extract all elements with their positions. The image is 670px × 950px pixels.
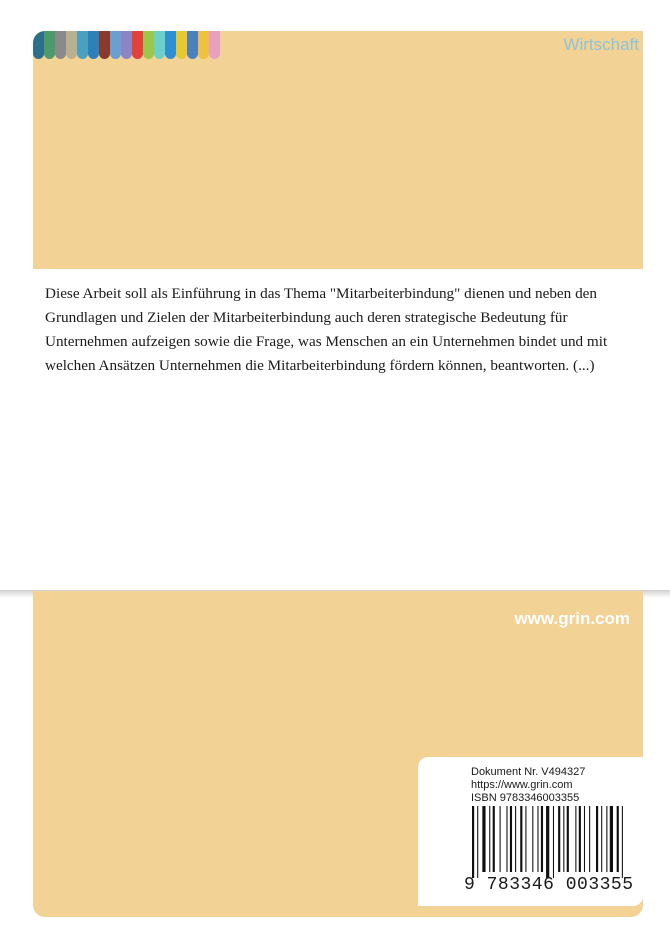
barcode-bar xyxy=(541,806,543,872)
barcode-bar xyxy=(589,806,590,872)
color-stripe xyxy=(165,31,176,59)
publisher-website: www.grin.com xyxy=(514,609,630,628)
isbn-label: ISBN 9783346003355 xyxy=(471,792,580,804)
color-stripe xyxy=(44,31,55,59)
barcode-bar xyxy=(520,806,522,872)
color-stripe xyxy=(121,31,132,59)
color-stripe xyxy=(132,31,143,59)
barcode-digits: 9 783346 003355 xyxy=(464,875,634,895)
document-url: https://www.grin.com xyxy=(471,779,573,791)
barcode-bar xyxy=(537,806,538,872)
barcode-bar xyxy=(601,806,602,872)
color-stripe xyxy=(99,31,110,59)
barcode-bar xyxy=(532,806,533,872)
cover-top-panel xyxy=(33,31,643,269)
barcode-bar xyxy=(482,806,485,872)
barcode-bar xyxy=(610,806,613,872)
barcode-bar xyxy=(584,806,585,872)
barcode-bar xyxy=(500,806,501,872)
color-stripe xyxy=(77,31,88,59)
color-stripe xyxy=(209,31,220,59)
barcode-bar xyxy=(558,806,560,872)
barcode-bar xyxy=(493,806,495,872)
barcode-bar xyxy=(489,806,490,872)
barcode-bar xyxy=(553,806,554,878)
barcode-bar xyxy=(575,806,576,872)
barcode-bar xyxy=(567,806,569,872)
document-meta xyxy=(471,766,585,805)
color-stripe xyxy=(176,31,187,59)
category-label: Wirtschaft xyxy=(563,35,639,54)
barcode-bar xyxy=(622,806,623,878)
barcode-bar xyxy=(525,806,526,872)
color-stripe xyxy=(66,31,77,59)
barcode-bar xyxy=(510,806,512,872)
barcode-box xyxy=(418,757,643,906)
color-stripe xyxy=(33,31,44,59)
color-stripes xyxy=(33,31,220,59)
document-number: Dokument Nr. V494327 xyxy=(471,766,586,778)
color-stripe xyxy=(55,31,66,59)
barcode-bar xyxy=(472,806,474,878)
abstract-text: Diese Arbeit soll als Einführung in das Thema "Mitarbeiterbindung" dienen und neben den Grundlagen und Zielen der Mitarbeiterbindung auch deren strategische Bedeutung für Unternehmen aufzeigen sowie die Frage, was Menschen an ein Unternehmen bindet und mit welchen Ansätzen Unternehmen die Mitarbeiterbindung fördern können, beantworten. (...) xyxy=(45,285,608,374)
barcode-bar xyxy=(606,806,607,872)
barcode-bar xyxy=(596,806,598,872)
barcode-bar xyxy=(546,806,549,878)
color-stripe xyxy=(88,31,99,59)
color-stripe xyxy=(187,31,198,59)
color-stripe xyxy=(110,31,121,59)
barcode-bar xyxy=(563,806,564,872)
barcode-bar xyxy=(506,806,507,872)
color-stripe xyxy=(154,31,165,59)
barcode-bar xyxy=(515,806,516,872)
barcode-bar xyxy=(477,806,478,878)
barcode-image xyxy=(472,806,627,878)
color-stripe xyxy=(143,31,154,59)
barcode-bar xyxy=(579,806,581,872)
color-stripe xyxy=(198,31,209,59)
barcode-bar xyxy=(617,806,619,872)
